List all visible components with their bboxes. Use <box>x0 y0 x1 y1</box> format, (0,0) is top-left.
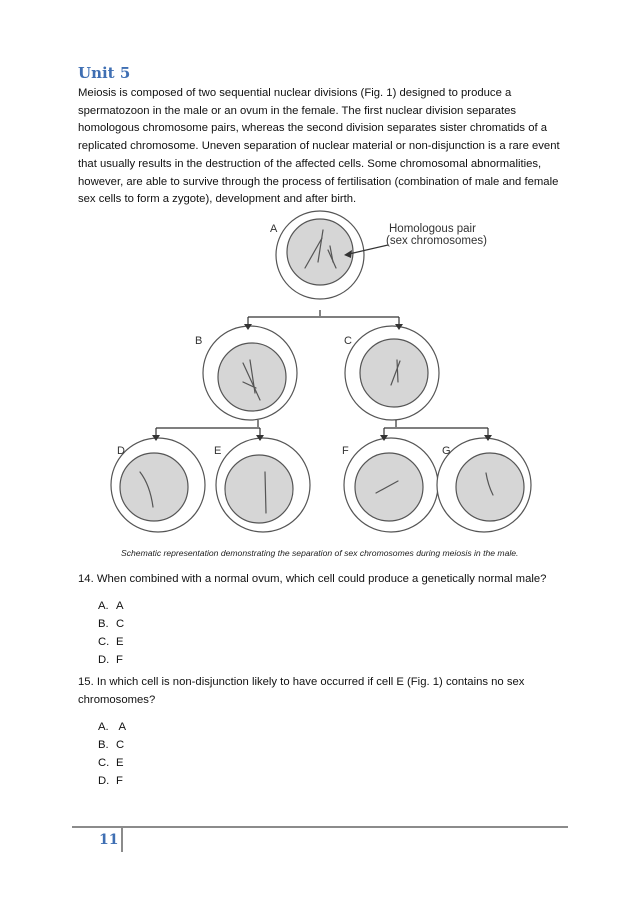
option-letter: C. <box>98 757 110 769</box>
cell-d-nucleus <box>120 453 188 521</box>
annotation-line-2: (sex chromosomes) <box>386 235 487 247</box>
option-row <box>98 736 126 754</box>
cell-label-c: C <box>344 335 352 347</box>
cell-c-nucleus <box>360 339 428 407</box>
option-letter: A. <box>98 721 109 733</box>
option-answer: F <box>116 654 123 666</box>
option-answer: A <box>116 721 127 733</box>
option-answer: A <box>116 600 124 612</box>
cell-e-nucleus <box>225 455 293 523</box>
cell-label-b: B <box>195 335 203 347</box>
annotation-line-1: Homologous pair <box>389 223 476 235</box>
option-answer: E <box>116 757 124 769</box>
meiosis-figure <box>78 210 558 545</box>
option-letter: B. <box>98 618 109 630</box>
cell-label-g: G <box>442 445 451 457</box>
option-answer: C <box>116 618 125 630</box>
option-answer: E <box>116 636 124 648</box>
option-row <box>98 754 126 772</box>
question-15-options <box>98 718 126 790</box>
cell-label-d: D <box>117 445 125 457</box>
option-row <box>98 633 124 651</box>
figure-caption: Schematic representation demonstrating the separation of sex chromosomes during meiosis in the male. <box>121 548 519 558</box>
cell-label-f: F <box>342 445 349 457</box>
option-row <box>98 615 124 633</box>
page-number: 11 <box>99 832 119 848</box>
option-answer: C <box>116 739 125 751</box>
question-14: 14. When combined with a normal ovum, which cell could produce a genetically normal male? <box>78 573 547 585</box>
option-letter: D. <box>98 654 110 666</box>
option-letter: C. <box>98 636 110 648</box>
footer-rule <box>72 826 568 828</box>
option-row <box>98 651 124 669</box>
intro-paragraph: Meiosis is composed of two sequential nuclear divisions (Fig. 1) designed to produce a spermatozoon in the male or an ovum in the female. The first nuclear division separates homologous chromosome pairs, whereas the second division separates sister chromatids of a replicated chromosome. Uneven separation of nuclear material or non-disjunction is a rare event that usually results in the destruction of the affected cells. Some chromosomal abnormalities, however, are able to survive through the process of fertilisation (combination of male and female sex cells to form a zygote), development and after birth. <box>78 87 560 206</box>
footer-divider <box>121 828 123 852</box>
cell-label-a: A <box>270 223 278 235</box>
cell-f-nucleus <box>355 453 423 521</box>
option-row <box>98 718 126 736</box>
option-letter: A. <box>98 600 109 612</box>
option-row <box>98 772 126 790</box>
question-15: 15. In which cell is non-disjunction likely to have occurred if cell E (Fig. 1) contains no sex chromosomes? <box>78 676 525 706</box>
cell-label-e: E <box>214 445 222 457</box>
question-14-options <box>98 597 124 669</box>
unit-title: Unit 5 <box>78 64 131 82</box>
option-row <box>98 597 124 615</box>
option-letter: B. <box>98 739 109 751</box>
option-letter: D. <box>98 775 110 787</box>
option-answer: F <box>116 775 123 787</box>
